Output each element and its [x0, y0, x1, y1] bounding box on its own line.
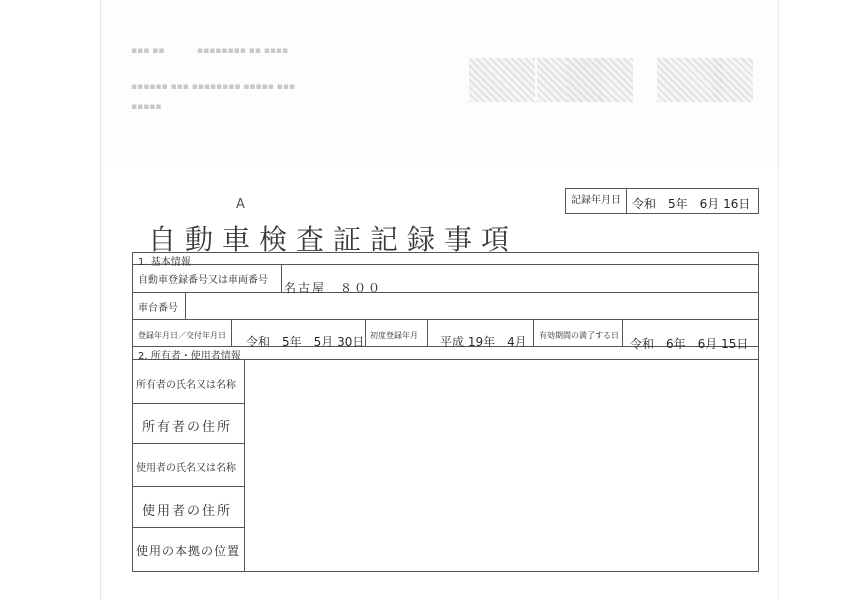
expiry-label: 有効期間の満了する日	[539, 331, 619, 340]
table-rule	[622, 319, 623, 346]
page-marker: A	[236, 197, 245, 212]
user-name-label: 使用者の氏名又は名称	[136, 463, 236, 474]
table-rule	[132, 403, 244, 404]
table-rule	[244, 359, 245, 572]
table-rule	[533, 319, 534, 346]
table-rule	[132, 527, 244, 528]
faded-text-line: ▪▪▪▪▪▪ ▪▪▪ ▪▪▪▪▪▪▪▪ ▪▪▪▪▪ ▪▪▪	[131, 82, 295, 92]
scan-edge-right	[778, 0, 779, 600]
reg-date-value: 令和 5年 5月 30日	[246, 335, 365, 349]
record-date-label: 記録年月日	[566, 189, 627, 213]
owner-name-label: 所有者の氏名又は名称	[136, 380, 236, 391]
faded-text-line: ▪▪▪ ▪▪	[131, 46, 165, 56]
user-address-label: 使用者の住所	[142, 504, 233, 519]
table-rule	[132, 443, 244, 444]
table-rule	[185, 292, 186, 319]
faded-text-line: ▪▪▪▪▪	[131, 102, 162, 112]
qr-code-icon	[713, 58, 753, 102]
reg-number-value: 名古屋 ８００	[284, 281, 383, 295]
table-rule	[132, 292, 759, 293]
record-table	[132, 252, 759, 572]
faded-text-line: ▪▪▪▪▪▪▪▪ ▪▪ ▪▪▪▪	[197, 46, 289, 56]
owner-address-label: 所有者の住所	[142, 420, 233, 435]
table-rule	[132, 486, 244, 487]
table-rule	[132, 264, 759, 265]
reg-number-label: 自動車登録番号又は車両番号	[138, 275, 268, 286]
table-rule	[427, 319, 428, 346]
record-date-value: 令和 5年 6月 16日	[632, 197, 751, 211]
expiry-value: 令和 6年 6月 15日	[630, 337, 749, 351]
table-rule	[231, 319, 232, 346]
table-rule	[281, 264, 282, 292]
document-title: 自動車検査証記録事項	[148, 223, 519, 256]
base-location-label: 使用の本拠の位置	[136, 544, 241, 558]
first-reg-value: 平成 19年 4月	[440, 335, 527, 349]
chassis-label: 車台番号	[138, 303, 178, 314]
record-date-box	[565, 188, 759, 214]
table-rule	[365, 319, 366, 346]
qr-code-icon	[567, 58, 633, 102]
faded-top-sheet	[101, 0, 778, 169]
section-basic-info-header: 1. 基本情報	[138, 257, 191, 268]
first-reg-label: 初度登録年月	[370, 331, 418, 340]
reg-date-label: 登録年月日／交付年月日	[138, 331, 226, 340]
qr-code-icon	[469, 58, 535, 102]
section-owner-user-header: 2. 所有者・使用者情報	[138, 351, 241, 362]
table-rule	[132, 319, 759, 320]
